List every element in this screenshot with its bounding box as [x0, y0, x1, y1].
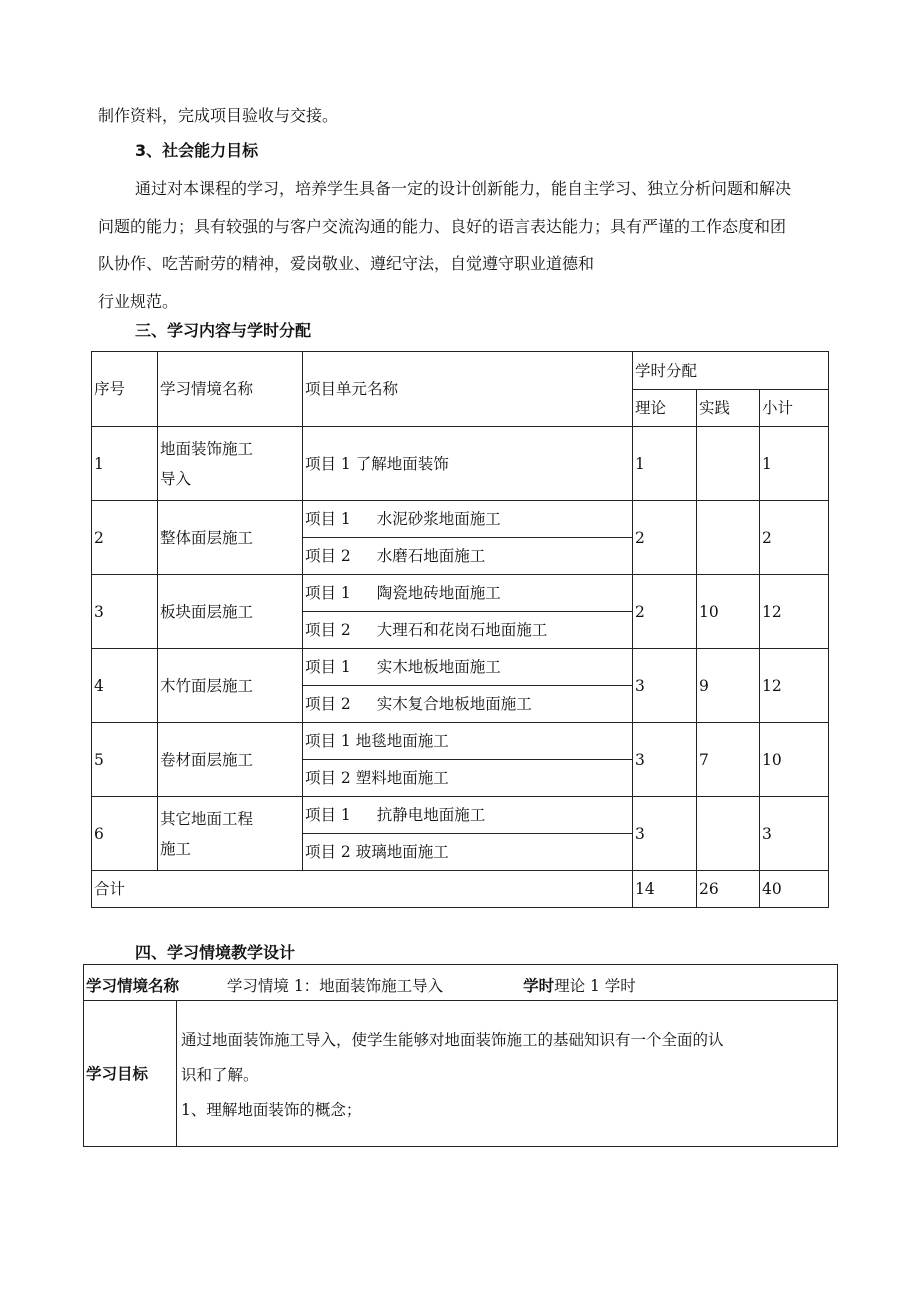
situation-design-table	[83, 964, 838, 1147]
practice-cell	[697, 501, 760, 575]
theory-cell: 3	[633, 723, 697, 797]
unit-code: 项目 1	[305, 510, 351, 528]
total-row	[92, 871, 829, 908]
total-subtotal: 40	[760, 871, 829, 908]
unit-code: 项目 1	[305, 658, 351, 676]
theory-cell: 2	[633, 501, 697, 575]
goal-label: 学习目标	[84, 1001, 177, 1147]
subtotal-cell: 12	[760, 575, 829, 649]
row-index: 1	[92, 427, 158, 501]
section-heading: 3、社会能力目标	[135, 141, 259, 160]
unit-title: 实木复合地板地面施工	[376, 695, 532, 713]
header-theory: 理论	[633, 390, 697, 427]
subtotal-cell: 1	[760, 427, 829, 501]
subtotal-cell: 2	[760, 501, 829, 575]
total-practice: 26	[697, 871, 760, 908]
row-situation: 卷材面层施工	[158, 723, 303, 797]
situation-line: 导入	[160, 469, 192, 488]
unit-cell	[303, 501, 633, 538]
table-row	[92, 501, 829, 538]
theory-cell: 3	[633, 649, 697, 723]
unit-cell	[303, 797, 633, 834]
unit-cell: 项目 1 了解地面装饰	[303, 427, 633, 501]
table-row	[92, 427, 829, 501]
unit-title: 陶瓷地砖地面施工	[376, 584, 501, 602]
table-row	[92, 649, 829, 686]
unit-cell	[303, 538, 633, 575]
unit-cell	[303, 649, 633, 686]
row-index: 2	[92, 501, 158, 575]
hours-allocation-table	[91, 351, 829, 908]
unit-cell: 项目 2 塑料地面施工	[303, 760, 633, 797]
practice-cell	[697, 427, 760, 501]
unit-code: 项目 2	[305, 547, 351, 565]
header-index: 序号	[92, 352, 158, 427]
unit-cell	[303, 686, 633, 723]
paragraph-text: 行业规范。	[98, 292, 179, 311]
unit-code: 项目 2	[305, 695, 351, 713]
paragraph-text: 队协作、吃苦耐劳的精神，爱岗敬业、遵纪守法，自觉遵守职业道德和	[98, 254, 595, 273]
unit-cell	[303, 612, 633, 649]
row-index: 6	[92, 797, 158, 871]
situation-name-value: 学习情境 1：地面装饰施工导入	[226, 976, 444, 995]
goal-line: 识和了解。	[181, 1066, 259, 1084]
header-units: 项目单元名称	[303, 352, 633, 427]
unit-title: 实木地板地面施工	[376, 658, 501, 676]
table-row	[92, 723, 829, 760]
theory-cell: 3	[633, 797, 697, 871]
row-situation: 板块面层施工	[158, 575, 303, 649]
situation-line: 地面装饰施工	[160, 439, 254, 458]
paragraph-text: 通过对本课程的学习，培养学生具备一定的设计创新能力，能自主学习、独立分析问题和解决	[135, 179, 792, 198]
unit-title: 抗静电地面施工	[376, 806, 486, 824]
practice-cell: 10	[697, 575, 760, 649]
row-index: 5	[92, 723, 158, 797]
theory-cell: 1	[633, 427, 697, 501]
unit-code: 项目 1	[305, 806, 351, 824]
subtotal-cell: 12	[760, 649, 829, 723]
practice-cell: 9	[697, 649, 760, 723]
table-row	[92, 797, 829, 834]
row-situation: 木竹面层施工	[158, 649, 303, 723]
header-situation: 学习情境名称	[158, 352, 303, 427]
paragraph-text: 制作资料，完成项目验收与交接。	[98, 106, 339, 125]
header-hours: 学时分配	[633, 352, 829, 390]
subtotal-cell: 3	[760, 797, 829, 871]
hours-label: 学时	[523, 976, 555, 995]
situation-name-label: 学习情境名称	[86, 976, 180, 995]
section-heading: 四、学习情境教学设计	[135, 943, 296, 962]
situation-line: 施工	[160, 839, 192, 858]
table-row	[92, 575, 829, 612]
unit-title: 水磨石地面施工	[376, 547, 486, 565]
total-label: 合计	[92, 871, 633, 908]
section-heading: 三、学习内容与学时分配	[135, 321, 312, 340]
situation-line: 其它地面工程	[160, 809, 254, 828]
situation-header-cell	[84, 965, 838, 1001]
header-practice: 实践	[697, 390, 760, 427]
unit-code: 项目 2	[305, 621, 351, 639]
practice-cell: 7	[697, 723, 760, 797]
goal-content	[177, 1001, 838, 1147]
goal-line: 通过地面装饰施工导入，使学生能够对地面装饰施工的基础知识有一个全面的认	[181, 1031, 724, 1049]
practice-cell	[697, 797, 760, 871]
subtotal-cell: 10	[760, 723, 829, 797]
row-index: 4	[92, 649, 158, 723]
header-subtotal: 小计	[760, 390, 829, 427]
row-situation	[158, 797, 303, 871]
paragraph-text: 问题的能力；具有较强的与客户交流沟通的能力、良好的语言表达能力；具有严谨的工作态度和团	[98, 217, 787, 236]
row-situation: 整体面层施工	[158, 501, 303, 575]
unit-cell: 项目 1 地毯地面施工	[303, 723, 633, 760]
hours-value: 理论 1 学时	[554, 976, 636, 995]
goal-line: 1、理解地面装饰的概念；	[181, 1101, 362, 1119]
unit-cell: 项目 2 玻璃地面施工	[303, 834, 633, 871]
unit-cell	[303, 575, 633, 612]
row-situation	[158, 427, 303, 501]
unit-title: 大理石和花岗石地面施工	[376, 621, 548, 639]
total-theory: 14	[633, 871, 697, 908]
unit-title: 水泥砂浆地面施工	[376, 510, 501, 528]
unit-code: 项目 1	[305, 584, 351, 602]
row-index: 3	[92, 575, 158, 649]
theory-cell: 2	[633, 575, 697, 649]
